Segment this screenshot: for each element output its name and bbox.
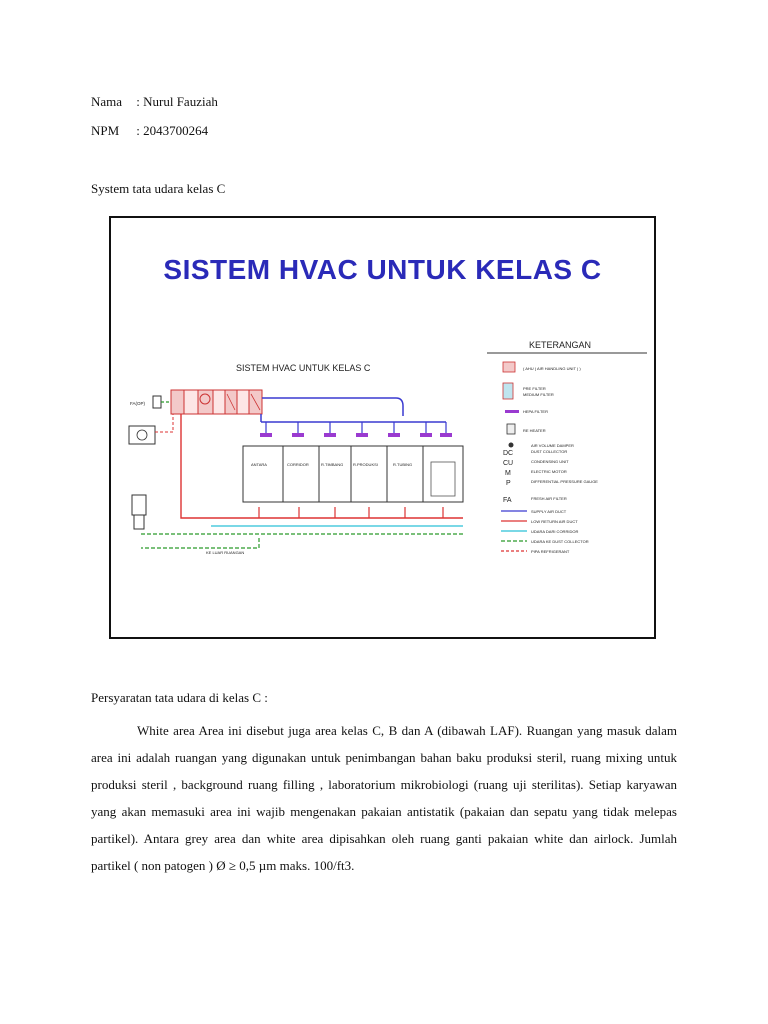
fresh-air-label: FA(OP) xyxy=(130,401,146,406)
legend-text-8: ELECTRIC MOTOR xyxy=(531,469,567,474)
name-value: : Nurul Fauziah xyxy=(136,94,218,109)
room-label-2: R.TIMBANG xyxy=(321,462,344,467)
room-label-3: R.PRODUKSI xyxy=(353,462,378,467)
npm-label: NPM xyxy=(91,123,120,138)
legend-sym-7: CU xyxy=(503,460,514,467)
room-row xyxy=(243,446,463,502)
room-label-4: R.TUBING xyxy=(393,462,413,467)
legend-text-5: AIR VOLUME DAMPER xyxy=(531,443,574,448)
body-paragraph: White area Area ini disebut juga area kelas C, B dan A (dibawah LAF). Ruangan yang masuk dalam area ini adalah ruangan yang digunakan untuk penimbangan bahan baku produksi steril, ruang mixing untuk produksi steril , background ruang filling , laboratorium mikrobiologi (ruang uji sterilitas). Setiap karyawan yang akan memasuki area ini wajib mengenakan pakaian antistatik (pakaian dan sepatu yang tidak melepas partikel). Antara grey area dan white area dipisahkan oleh ruang ganti pakaian white dan airlock. Jumlah partikel ( non patogen ) Ø ≥ 0,5 µm maks. 100/ft3. xyxy=(91,723,677,873)
legend-text-13: UDARA DARI CORRIDOR xyxy=(531,529,579,534)
legend-text-11: SUPPLY AIR DUCT xyxy=(531,509,567,514)
legend-text-6: DUST COLLECTOR xyxy=(531,449,568,454)
hvac-figure xyxy=(109,216,656,639)
legend-text-1: PRE FILTER xyxy=(523,386,546,391)
legend-sym-6: DC xyxy=(503,450,514,457)
fresh-air-filter-icon xyxy=(153,396,161,408)
requirements-title: Persyaratan tata udara di kelas C : xyxy=(91,690,268,705)
figure-title: SISTEM HVAC UNTUK KELAS C xyxy=(163,254,602,285)
legend-text-12: LOW RETURN AIR DUCT xyxy=(531,519,578,524)
npm-row xyxy=(91,123,208,139)
legend-sym-8: M xyxy=(505,470,511,477)
exhaust-label: KE LUAR RUANGAN xyxy=(206,550,245,555)
name-label: Nama xyxy=(91,94,123,109)
legend-text-7: CONDENSING UNIT xyxy=(531,459,569,464)
legend-text-15: PIPA REFRIGERANT xyxy=(531,549,570,554)
hvac-diagram xyxy=(111,218,654,637)
section-title: System tata udara kelas C xyxy=(91,181,226,196)
legend xyxy=(487,340,647,554)
room-label-0: ANTARA xyxy=(251,462,267,467)
ahu-unit-icon xyxy=(171,390,262,414)
dust-collector-icon xyxy=(132,495,146,529)
legend-sym-9: P xyxy=(506,480,511,487)
legend-text-4: RE HEATER xyxy=(523,428,546,433)
legend-text-14: UDARA KE DUST COLLECTOR xyxy=(531,539,589,544)
legend-title: KETERANGAN xyxy=(529,340,592,350)
legend-text-10: FRESH AIR FILTER xyxy=(531,496,567,501)
name-row xyxy=(91,94,218,110)
room-label-1: CORRIDOR xyxy=(287,462,309,467)
npm-value: : 2043700264 xyxy=(136,123,209,138)
diagram-title: SISTEM HVAC UNTUK KELAS C xyxy=(236,363,371,373)
legend-text-0: ( AHU ( AIR HANDLING UNIT ) ) xyxy=(523,366,581,371)
legend-sym-10: FA xyxy=(503,497,512,504)
condensing-unit-icon xyxy=(129,426,155,444)
hepa-diffusers xyxy=(260,422,452,437)
legend-text-9: DIFFERENTIAL PRESSURE GAUGE xyxy=(531,479,598,484)
legend-text-2: MEDIUM FILTER xyxy=(523,392,554,397)
legend-text-3: HEPA FILTER xyxy=(523,409,548,414)
